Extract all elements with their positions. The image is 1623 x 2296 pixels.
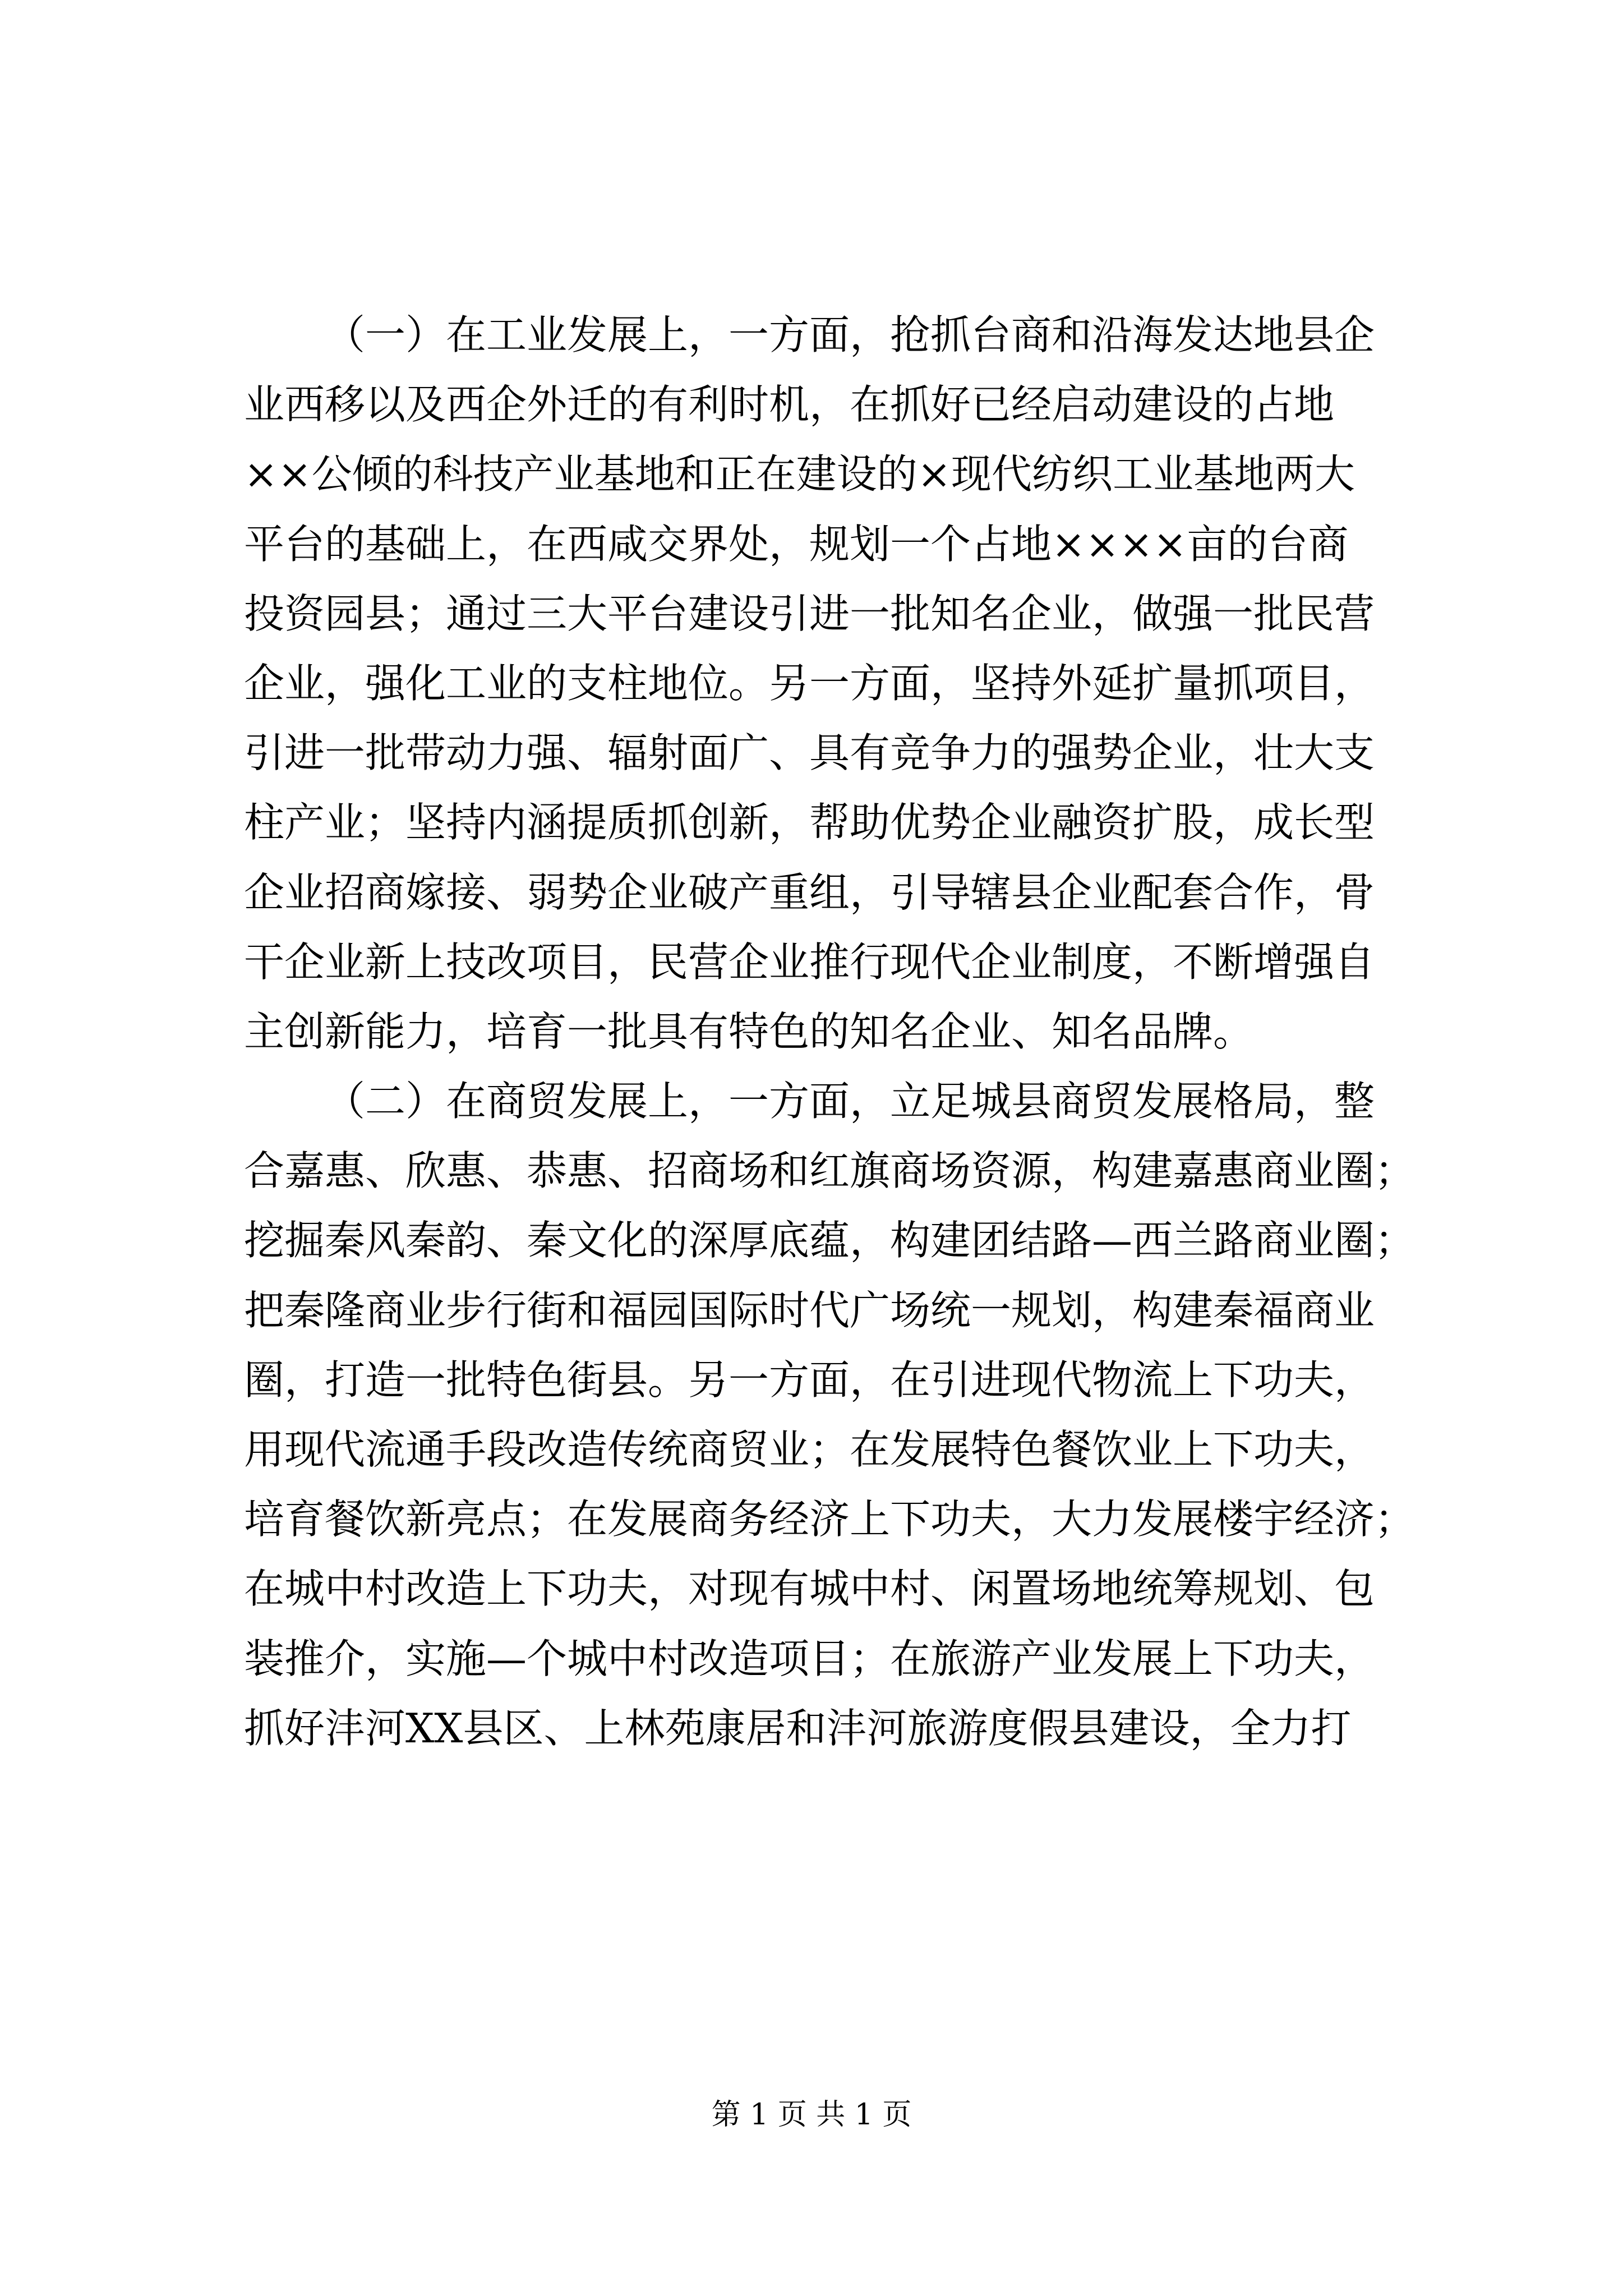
paragraph-1-line: 投资园县；通过三大平台建设引进一批知名企业，做强一批民营: [244, 590, 1375, 637]
paragraph-1-line: 企业，强化工业的支柱地位。另一方面，坚持外延扩量抓项目，: [244, 659, 1375, 707]
paragraph-1-line: 平台的基础上，在西咸交界处，规划一个占地××××亩的台商: [244, 520, 1349, 568]
page-number-footer: 第 1 页 共 1 页: [711, 2098, 912, 2132]
document-body: [244, 300, 1415, 1763]
paragraph-2-line: 挖掘秦风秦韵、秦文化的深厚底蕴，构建团结路—西兰路商业圈；: [244, 1217, 1415, 1264]
paragraph-2-line: 培育餐饮新亮点；在发展商务经济上下功夫，大力发展楼宇经济；: [244, 1496, 1415, 1543]
paragraph-2-line: （二）在商贸发展上，一方面，立足城县商贸发展格局，整: [325, 1078, 1375, 1125]
paragraph-1-line: 引进一批带动力强、辐射面广、具有竞争力的强势企业，壮大支: [244, 729, 1375, 777]
paragraph-2-line: 合嘉惠、欣惠、恭惠、招商场和红旗商场资源，构建嘉惠商业圈；: [244, 1147, 1415, 1195]
paragraph-2-line: 抓好沣河XX县区、上林苑康居和沣河旅游度假县建设，全力打: [244, 1704, 1352, 1752]
paragraph-1-line: 柱产业；坚持内涵提质抓创新，帮助优势企业融资扩股，成长型: [244, 799, 1375, 846]
paragraph-2-line: 在城中村改造上下功夫，对现有城中村、闲置场地统筹规划、包: [244, 1565, 1375, 1613]
paragraph-2-line: 装推介，实施—个城中村改造项目；在旅游产业发展上下功夫，: [244, 1635, 1375, 1682]
paragraph-2-line: 用现代流通手段改造传统商贸业；在发展特色餐饮业上下功夫，: [244, 1426, 1375, 1473]
paragraph-1-line: ××公倾的科技产业基地和正在建设的×现代纺织工业基地两大: [244, 450, 1355, 498]
paragraph-2-line: 圈，打造一批特色街县。另一方面，在引进现代物流上下功夫，: [244, 1356, 1375, 1404]
paragraph-2-line: 把秦隆商业步行街和福园国际时代广场统一规划，构建秦福商业: [244, 1286, 1375, 1334]
paragraph-1-line: 企业招商嫁接、弱势企业破产重组，引导辖县企业配套合作，骨: [244, 868, 1375, 916]
paragraph-1-line: 主创新能力，培育一批具有特色的知名企业、知名品牌。: [244, 1007, 1254, 1055]
paragraph-1-line: 业西移以及西企外迁的有利时机，在抓好已经启动建设的占地: [244, 381, 1335, 429]
paragraph-1-line: 干企业新上技改项目，民营企业推行现代企业制度，不断增强自: [244, 938, 1375, 986]
paragraph-1-line: （一）在工业发展上，一方面，抢抓台商和沿海发达地县企: [325, 311, 1375, 358]
